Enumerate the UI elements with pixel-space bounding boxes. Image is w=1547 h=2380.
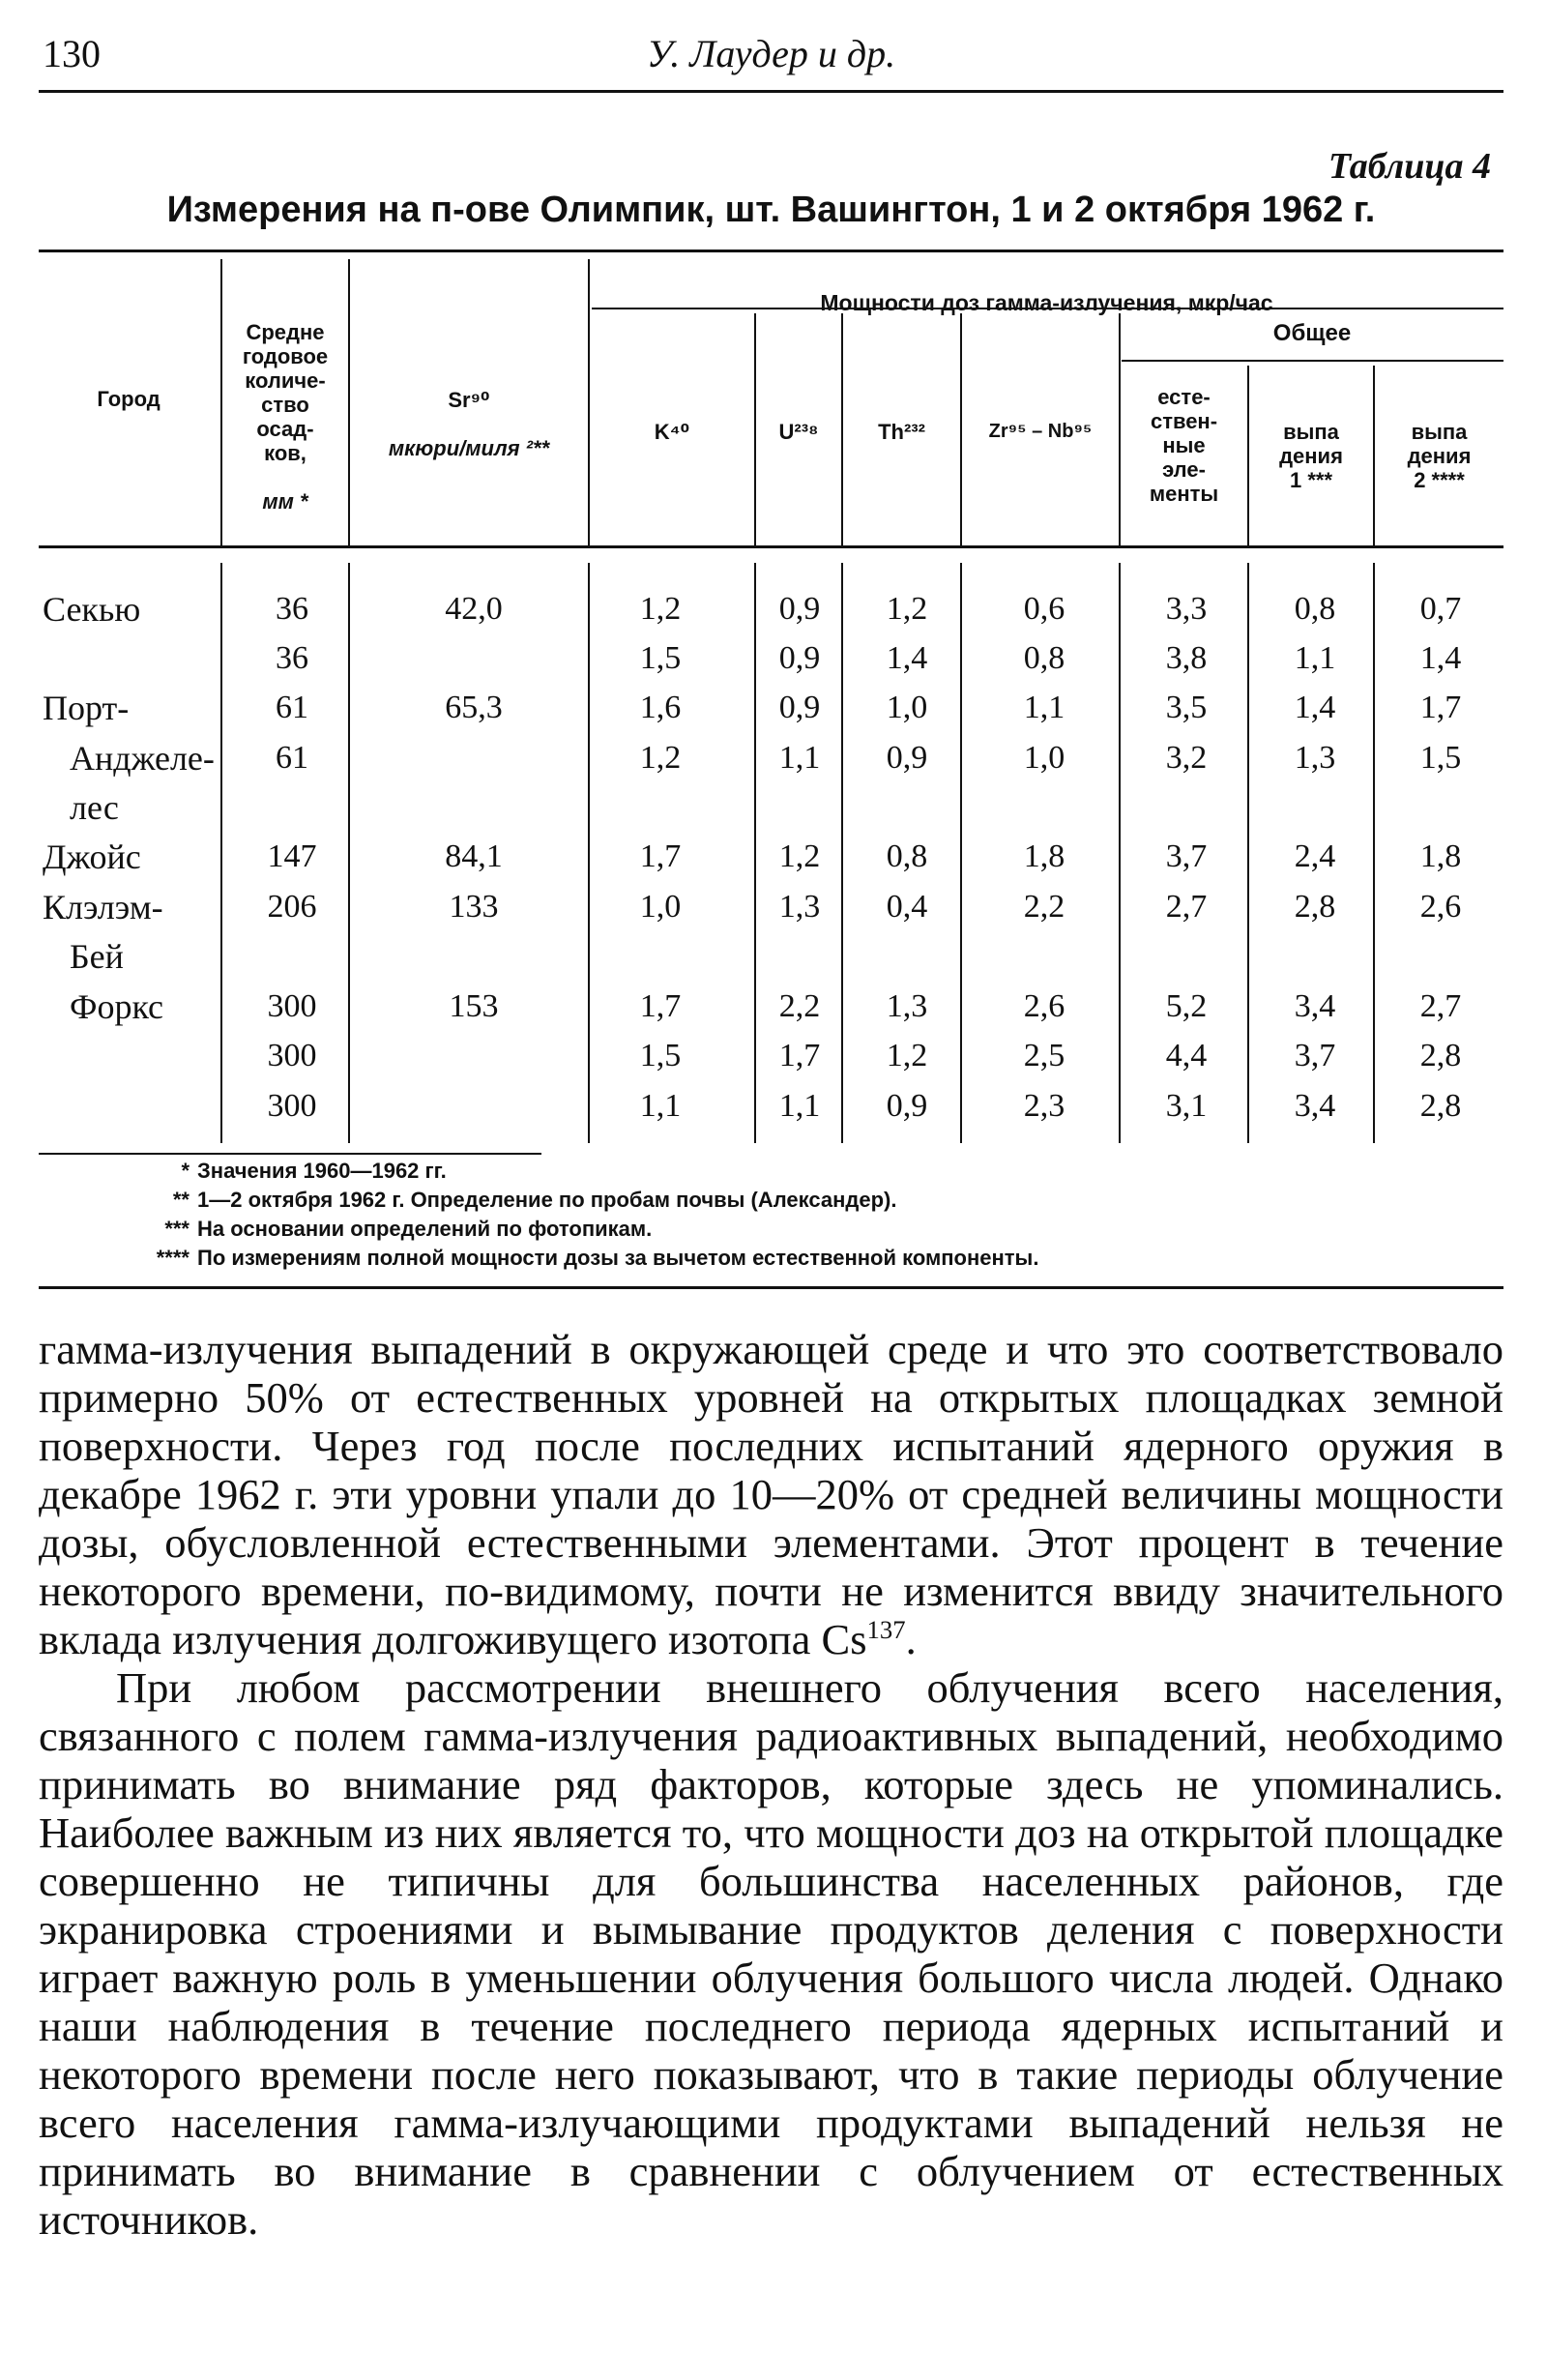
table-cell: 2,3 [1023,1088,1065,1124]
table-cell: 133 [449,889,499,925]
table-cell: 2,8 [1419,1088,1462,1124]
table-cell: 1,3 [778,889,821,925]
table-cell: 1,2 [886,591,928,627]
total-header-rule [1122,360,1503,362]
table-cell: 0,9 [778,591,821,627]
table-cell: 36 [276,640,308,676]
city-name: Порт- [43,689,130,727]
header-dose-group [590,267,1503,315]
table-cell: 0,8 [886,838,928,874]
header-fallout-1: выпа дения 1 *** [1279,420,1343,492]
table-cell: 61 [276,740,308,776]
table-cell: 0,9 [886,740,928,776]
table-cell: 2,6 [1419,889,1462,925]
header-total: Общее [1272,320,1352,346]
footnote-text: 1—2 октября 1962 г. Определение по пробам почвы (Александер). [197,1188,897,1212]
page-number: 130 [43,32,101,75]
table-cell: 42,0 [445,591,503,627]
table-cell: 3,5 [1165,690,1208,725]
footnote [155,1188,896,1213]
table-cell: 1,7 [778,1038,821,1073]
table-cell: 65,3 [445,690,503,725]
col-divider [220,563,222,1143]
header-precip [222,296,348,514]
table-cell: 1,1 [639,1088,682,1124]
table-cell: 1,2 [639,591,682,627]
table-cell: 3,3 [1165,591,1208,627]
isotope-superscript: 137 [866,1615,906,1645]
header-sr [350,364,588,460]
table-cell: 3,7 [1165,838,1208,874]
table-cell: 1,3 [1294,740,1336,776]
header-rule [39,90,1503,93]
table-cell: 1,4 [886,640,928,676]
table-cell: 2,7 [1419,988,1462,1024]
running-head [39,29,1503,87]
col-divider [1247,563,1249,1143]
col-divider [1119,563,1121,1143]
header-sr-label: Sr⁹⁰ [448,388,490,412]
footnote-mark: * [181,1159,190,1183]
table-cell: 206 [267,889,317,925]
running-title: У. Лаудер и др. [646,32,896,75]
city-name: Бей [70,937,124,976]
table-cell: 1,4 [1294,690,1336,725]
table-top-rule [39,250,1503,252]
table-cell: 1,8 [1419,838,1462,874]
header-k40: K⁴⁰ [654,420,690,444]
table-cell: 1,2 [639,740,682,776]
table-cell: 1,1 [1023,690,1065,725]
footnote-separator [39,1153,541,1155]
table-cell: 5,2 [1165,988,1208,1024]
header-sr-unit: мкюри/миля ²** [388,436,550,460]
table-cell: 1,5 [1419,740,1462,776]
table-cell: 0,4 [886,889,928,925]
col-divider [1373,563,1375,1143]
city-name: Секью [43,590,141,629]
footnote-text: Значения 1960—1962 гг. [197,1159,447,1183]
city-name: Клэлэм- [43,888,163,926]
table-cell: 300 [267,1088,317,1124]
footnote [155,1217,652,1242]
table-cell: 3,2 [1165,740,1208,776]
table-cell: 1,2 [778,838,821,874]
table-cell: 61 [276,690,308,725]
city-name: Форкс [70,987,164,1026]
table-cell: 3,7 [1294,1038,1336,1073]
table-cell: 2,2 [778,988,821,1024]
table-cell: 2,8 [1294,889,1336,925]
city-name: Джойс [43,837,141,876]
footnote-mark: *** [164,1217,190,1241]
table-cell: 0,8 [1023,640,1065,676]
table-cell: 36 [276,591,308,627]
table-cell: 1,4 [1419,640,1462,676]
header-fallout-2: выпа дения 2 **** [1407,420,1472,492]
paragraph-end: . [905,1615,917,1663]
footnote [155,1159,447,1184]
table-cell: 1,1 [778,740,821,776]
table-cell: 3,4 [1294,988,1336,1024]
col-divider [754,563,756,1143]
table-cell: 153 [449,988,499,1024]
table-cell: 1,2 [886,1038,928,1073]
table-cell: 2,7 [1165,889,1208,925]
col-divider [588,563,590,1143]
table-cell: 0,9 [778,690,821,725]
body-text [39,1325,1503,2244]
table-cell: 0,9 [886,1088,928,1124]
table-cell: 1,3 [886,988,928,1024]
header-zr-nb: Zr⁹⁵ – Nb⁹⁵ [988,421,1093,442]
header-bottom-rule [39,545,1503,548]
table-cell: 1,0 [886,690,928,725]
table-cell: 2,8 [1419,1038,1462,1073]
table-cell: 1,7 [639,988,682,1024]
paragraph-text: гамма-излучения выпадений в окружающей среде и что это соответствовало примерно 50% от естественных уровней на открытых площадках земной поверхности. Через год после последних испытаний ядерного оружия в декабре 1962 г. эти уровни упали до 10—20% от средней величины мощности дозы, обусловленной естественными элементами. Этот процент в течение некоторого времени, по-видимому, почти не изменится ввиду значительного вклада излучения долгоживущего изотопа Cs [39,1325,1503,1663]
city-name: Анджеле- [70,739,215,778]
col-divider [841,563,843,1143]
table-cell: 0,6 [1023,591,1065,627]
footnote-mark: **** [156,1246,190,1270]
city-name: лес [70,788,119,827]
footnote-mark: ** [172,1188,190,1212]
table-cell: 3,8 [1165,640,1208,676]
footnote [155,1246,1038,1271]
table-cell: 3,1 [1165,1088,1208,1124]
header-natural: есте- ствен- ные эле- менты [1149,385,1219,506]
footnote-bottom-rule [39,1286,1503,1289]
table-cell: 147 [267,838,317,874]
table-cell: 0,9 [778,640,821,676]
footnote-text: На основании определений по фотопикам. [197,1217,653,1241]
table-cell: 300 [267,988,317,1024]
footnote-text: По измерениям полной мощности дозы за вычетом естественной компоненты. [197,1246,1039,1270]
table-label: Таблица 4 [1328,146,1491,187]
header-dose-group-label: Мощности доз гамма-излучения, мкр/час [820,290,1273,315]
table-cell: 84,1 [445,838,503,874]
table-cell: 0,7 [1419,591,1462,627]
table-cell: 2,4 [1294,838,1336,874]
col-divider [348,563,350,1143]
table-cell: 300 [267,1038,317,1073]
table-cell: 1,6 [639,690,682,725]
table-cell: 1,5 [639,640,682,676]
table-cell: 1,0 [639,889,682,925]
table-cell: 1,7 [1419,690,1462,725]
table-cell: 3,4 [1294,1088,1336,1124]
table-cell: 2,2 [1023,889,1065,925]
table-cell: 4,4 [1165,1038,1208,1073]
table-cell: 1,5 [639,1038,682,1073]
data-table [39,250,1503,1149]
table-cell: 1,0 [1023,740,1065,776]
table-cell: 1,7 [639,838,682,874]
header-th232: Th²³² [878,420,925,444]
paragraph [39,1325,1503,1663]
header-city: Город [97,387,161,411]
table-cell: 1,1 [1294,640,1336,676]
table-title: Измерения на п-ове Олимпик, шт. Вашингтон, 1 и 2 октября 1962 г. [166,190,1376,230]
col-divider [960,563,962,1143]
header-precip-unit: мм * [262,489,308,514]
header-u238: U²³⁸ [778,420,819,444]
table-cell: 1,8 [1023,838,1065,874]
table-cell: 1,1 [778,1088,821,1124]
table-cell: 2,6 [1023,988,1065,1024]
table-cell: 2,5 [1023,1038,1065,1073]
header-precip-label: Средне годовое количе- ство осад- ков, [242,320,329,465]
paragraph: При любом рассмотрении внешнего облучения всего населения, связанного с полем гамма-излучения радиоактивных выпадений, необходимо принимать во внимание ряд факторов, которые здесь не упоминались. Наиболее важным из них является то, что мощности доз на открытой площадке совершенно не типичны для большинства населенных районов, где экранировка строениями и вымывание продуктов деления с поверхности играет важную роль в уменьшении облучения большого числа людей. Однако наши наблюдения в течение последнего периода ядерных испытаний и некоторого времени после него показывают, что в такие периоды облучение всего населения гамма-излучающими продуктами выпадений нельзя не принимать во внимание в сравнении с облучением от естественных источников. [39,1663,1503,2244]
table-cell: 0,8 [1294,591,1336,627]
